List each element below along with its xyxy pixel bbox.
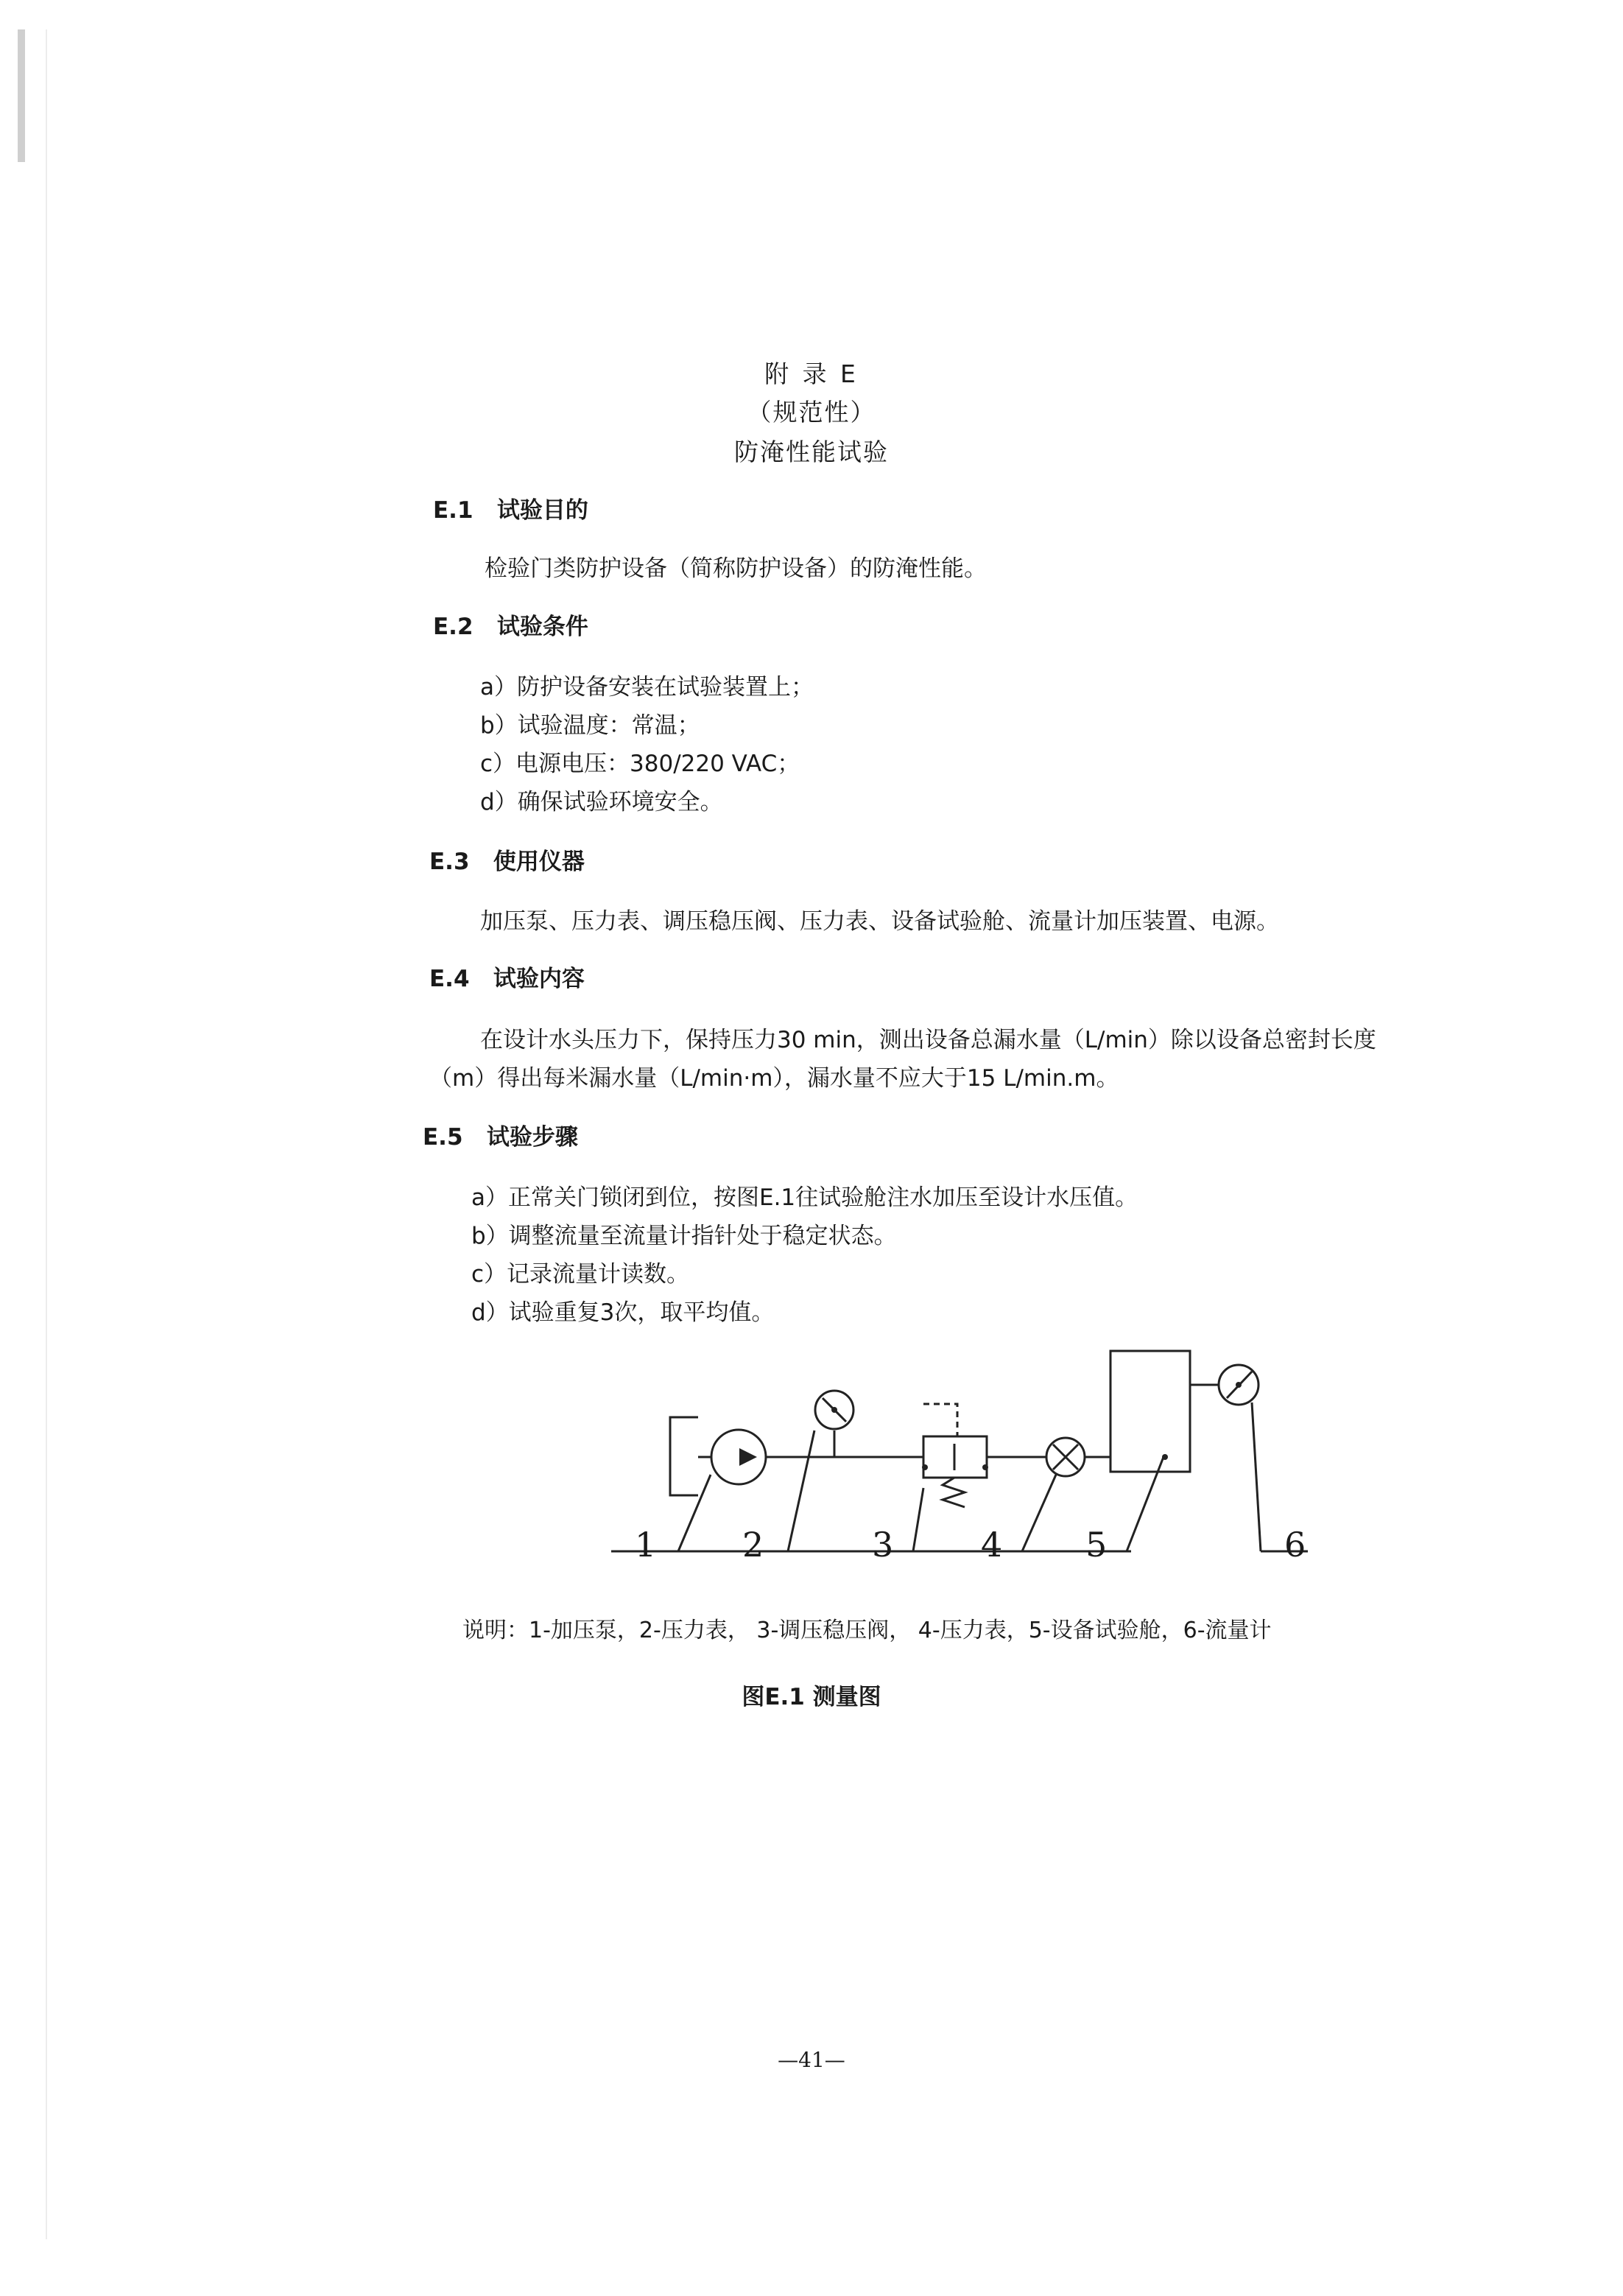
section-title: 试验步骤 bbox=[486, 1124, 578, 1151]
chamber-port-dot bbox=[1162, 1454, 1168, 1460]
section-e4-line: 在设计水头压力下，保持压力30 min，测出设备总漏水量（L/min）除以设备总密封长度 bbox=[480, 1027, 1376, 1053]
section-id: E.4 bbox=[429, 966, 470, 992]
section-e2-heading bbox=[433, 608, 588, 641]
leader-line bbox=[678, 1475, 711, 1551]
page-number: —41— bbox=[778, 2048, 845, 2072]
section-title: 试验条件 bbox=[496, 614, 588, 640]
section-e1-line: 检验门类防护设备（简称防护设备）的防淹性能。 bbox=[485, 555, 987, 582]
gauge-needle bbox=[1227, 1372, 1252, 1398]
inline-gauge-symbol bbox=[1046, 1438, 1085, 1476]
section-e5-heading bbox=[423, 1118, 578, 1151]
leader-line bbox=[788, 1430, 814, 1551]
valve-port-dot bbox=[982, 1464, 988, 1470]
appendix-label: 附 录 E bbox=[764, 359, 859, 388]
figure-legend: 说明：1-加压泵，2-压力表， 3-调压稳压阀， 4-压力表，5-设备试验舱，6-流量计 bbox=[462, 1618, 1272, 1643]
section-e4-line: （m）得出每米漏水量（L/min·m），漏水量不应大于15 L/min.m。 bbox=[429, 1065, 1119, 1092]
appendix-type: （规范性） bbox=[747, 398, 876, 426]
section-title: 使用仪器 bbox=[493, 849, 585, 875]
pump-symbol bbox=[711, 1430, 766, 1484]
figure-label-1: 1 bbox=[635, 1525, 657, 1565]
leader-line bbox=[913, 1488, 923, 1551]
section-e1-heading bbox=[433, 491, 588, 524]
figure-caption: 图E.1 测量图 bbox=[742, 1684, 881, 1710]
leader-line bbox=[1252, 1402, 1261, 1551]
section-e5-line: c）记录流量计读数。 bbox=[471, 1261, 690, 1288]
figure-label-3: 3 bbox=[872, 1525, 894, 1565]
gauge-needle bbox=[1053, 1444, 1078, 1470]
test-chamber-symbol bbox=[1110, 1351, 1190, 1472]
leader-line bbox=[1022, 1475, 1056, 1551]
section-e2-line: b）试验温度：常温； bbox=[480, 712, 700, 739]
figure-label-4: 4 bbox=[981, 1525, 1003, 1565]
section-e2-line: c）电源电压：380/220 VAC； bbox=[480, 751, 800, 777]
pressure-gauge-symbol bbox=[815, 1391, 853, 1429]
section-e3-heading bbox=[429, 843, 585, 876]
section-e5-line: a）正常关门锁闭到位，按图E.1往试验舱注水加压至设计水压值。 bbox=[471, 1184, 1138, 1211]
leader-line bbox=[1127, 1457, 1163, 1551]
valve-pilot-line bbox=[923, 1404, 957, 1436]
valve-spring bbox=[943, 1478, 965, 1507]
flow-meter-symbol bbox=[1219, 1365, 1258, 1405]
gauge-hub bbox=[831, 1407, 837, 1413]
meter-hub bbox=[1236, 1382, 1242, 1388]
scan-line-artifact bbox=[46, 29, 47, 2239]
section-title: 试验目的 bbox=[496, 497, 588, 524]
gauge-needle bbox=[823, 1398, 846, 1422]
valve-symbol bbox=[923, 1436, 987, 1478]
section-e4-heading bbox=[429, 960, 585, 993]
section-e2-line: a）防护设备安装在试验装置上； bbox=[480, 674, 814, 701]
scan-edge-artifact bbox=[18, 29, 25, 162]
section-id: E.2 bbox=[433, 614, 473, 640]
figure-label-6: 6 bbox=[1284, 1525, 1306, 1565]
section-id: E.5 bbox=[423, 1124, 463, 1151]
figure-label-5: 5 bbox=[1085, 1525, 1108, 1565]
section-e2-line: d）确保试验环境安全。 bbox=[480, 789, 723, 815]
figure-label-2: 2 bbox=[742, 1525, 764, 1565]
inlet-bracket bbox=[670, 1417, 698, 1495]
section-id: E.3 bbox=[429, 849, 470, 875]
valve-port-dot bbox=[922, 1464, 928, 1470]
section-e3-line: 加压泵、压力表、调压稳压阀、压力表、设备试验舱、流量计加压装置、电源。 bbox=[480, 908, 1279, 935]
section-e5-line: b）调整流量至流量计指针处于稳定状态。 bbox=[471, 1223, 897, 1249]
pump-arrow-icon bbox=[739, 1448, 757, 1466]
section-e5-line: d）试验重复3次，取平均值。 bbox=[471, 1299, 775, 1326]
gauge-needle bbox=[1053, 1444, 1078, 1470]
section-title: 试验内容 bbox=[493, 966, 585, 992]
appendix-title: 防淹性能试验 bbox=[734, 438, 889, 466]
section-id: E.1 bbox=[433, 497, 473, 524]
